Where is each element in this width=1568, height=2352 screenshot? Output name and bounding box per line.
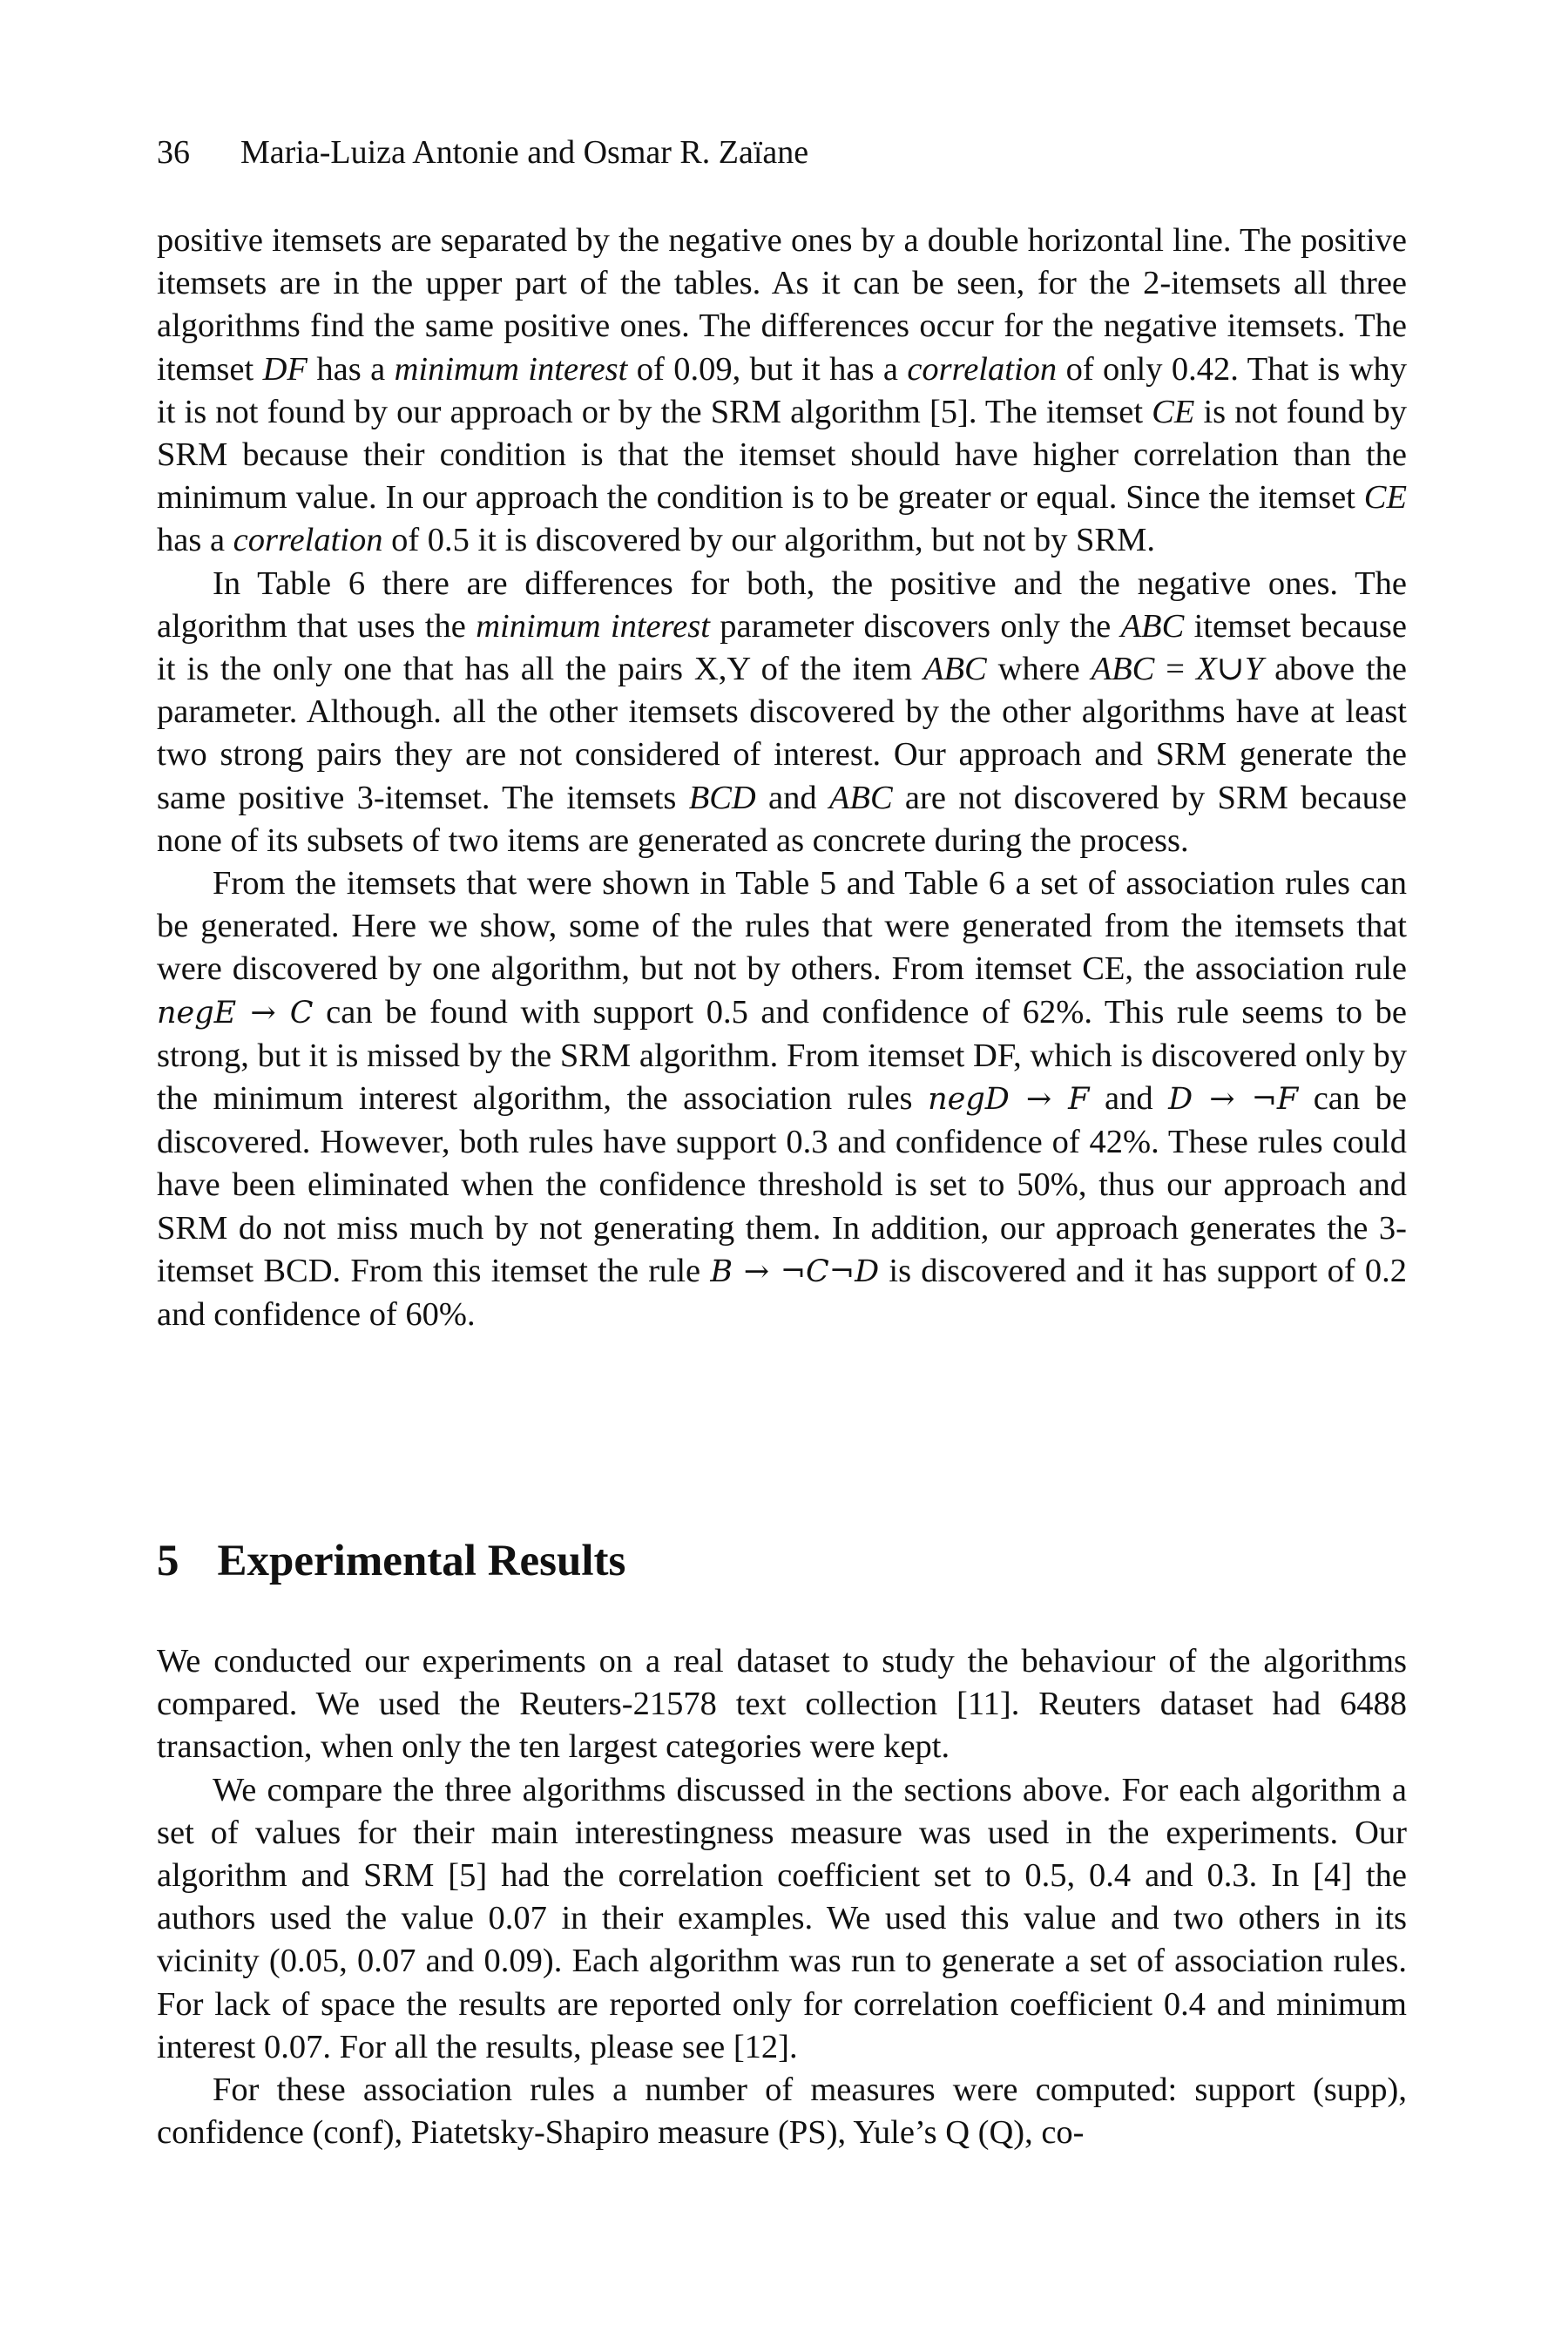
italic-text: correlation xyxy=(233,522,383,559)
body-text-top xyxy=(157,220,1407,1336)
italic-text: minimum interest xyxy=(476,607,710,645)
paragraph xyxy=(157,2069,1407,2154)
running-header-authors: Maria-Luiza Antonie and Osmar R. Zaïane xyxy=(240,134,809,171)
italic-text: Y xyxy=(1244,651,1264,688)
text-run: above the parameter. Although. all the other itemsets discovered by the other algorithms have at least two strong pairs they are not considered of interest. Our approach and SRM generate the same positive 3-itemset. The itemsets xyxy=(157,651,1407,816)
text-run: and xyxy=(1089,1080,1169,1118)
paragraph xyxy=(157,1640,1407,1769)
text-run: From the itemsets that were shown in Table 5 and Table 6 a set of association rules can be generated. Here we show, some of the rules that were generated from the itemsets that were discovered by one algorithm, but not by others. From itemset CE, the association rule xyxy=(157,865,1407,988)
text-run: can be found with support 0.5 and confidence of 62%. This rule seems to be strong, but it is missed by the SRM algorithm. From itemset DF, which is discovered only by the minimum interest algorithm, the association rules xyxy=(157,993,1407,1118)
italic-text: correlation xyxy=(907,350,1058,388)
text-run: is not found by SRM because their condition is that the itemset should have higher correlation than the minimum value. In our approach the condition is to be greater or equal. Since the itemset xyxy=(157,393,1407,517)
italic-text: CE xyxy=(1152,393,1195,430)
text-run: For these association rules a number of measures were computed: support (supp), confidence (conf), Piatetsky-Shapiro measure (PS), Yule’s Q (Q), co- xyxy=(157,2072,1407,2152)
italic-text: DF xyxy=(262,350,308,388)
italic-text: minimum interest xyxy=(394,350,628,388)
math-expression: negE → C xyxy=(157,995,314,1031)
section-number: 5 xyxy=(157,1537,179,1585)
text-run: of 0.09, but it has a xyxy=(627,350,908,388)
math-expression: D → ¬F xyxy=(1168,1082,1299,1118)
text-run: can be discovered. However, both rules have support 0.3 and confidence of 42%. These rules could have been eliminated when the confidence threshold is set to 50%, thus our approach and SRM do not miss much by not generating them. In addition, our approach generates the 3-itemset BCD. From this itemset the rule xyxy=(157,1080,1408,1289)
paragraph xyxy=(157,563,1407,862)
text-run: ∪ xyxy=(1216,651,1245,688)
paragraph xyxy=(157,1769,1407,2069)
text-run: where xyxy=(986,651,1092,688)
text-run: has a xyxy=(157,522,233,559)
italic-text: CE xyxy=(1363,479,1407,517)
text-run: We compare the three algorithms discussed in the sections above. For each algorithm a set of values for their main interestingness measure was used in the experiments. Our algorithm and SRM [5] had the correlation coefficient set to 0.5, 0.4 and 0.3. In [4] the authors used the value 0.07 in their examples. We used this value and two others in its vicinity (0.05, 0.07 and 0.09). Each algorithm was run to generate a set of association rules. For lack of space the results are reported only for correlation coefficient 0.4 and minimum interest 0.07. For all the results, please see [12]. xyxy=(157,1771,1407,2065)
text-run: of 0.5 it is discovered by our algorithm, but not by SRM. xyxy=(382,522,1155,559)
math-expression: B → ¬C¬D xyxy=(710,1254,880,1289)
text-run: itemset because it is the only one that has all the pairs X,Y of the item xyxy=(157,607,1408,688)
text-run: are not discovered by SRM because none of its subsets of two items are generated as concrete during the process. xyxy=(157,779,1408,859)
text-run: We conducted our experiments on a real dataset to study the behaviour of the algorithms compared. We used the Reuters-21578 text collection [11]. Reuters dataset had 6488 transaction, when only the ten largest categories were kept. xyxy=(157,1643,1407,1766)
italic-text: ABC xyxy=(1091,651,1155,688)
section-title: Experimental Results xyxy=(217,1537,626,1585)
math-expression: negD → F xyxy=(928,1082,1090,1118)
text-run: and xyxy=(755,779,829,816)
text-run: positive itemsets are separated by the negative ones by a double horizontal line. The positive itemsets are in the upper part of the tables. As it can be seen, for the 2-itemsets all three algorithms find the same positive ones. The differences occur for the negative itemsets. The itemset xyxy=(157,222,1407,388)
section-heading xyxy=(157,1531,625,1592)
italic-text: ABC xyxy=(1120,607,1185,645)
text-run: In Table 6 there are differences for both, the positive and the negative ones. The algorithm that uses the xyxy=(157,564,1407,645)
body-text-bottom xyxy=(157,1640,1407,2154)
text-run: is discovered and it has support of 0.2 and confidence of 60%. xyxy=(157,1252,1407,1334)
italic-text: ABC xyxy=(828,779,893,816)
running-header xyxy=(157,131,808,174)
text-run: = xyxy=(1154,651,1196,688)
text-run: parameter discovers only the xyxy=(709,607,1121,645)
italic-text: X xyxy=(1195,651,1217,688)
italic-text: BCD xyxy=(688,779,756,816)
paragraph xyxy=(157,220,1407,563)
text-run: has a xyxy=(307,350,395,388)
text-run: of only 0.42. That is why it is not found by our approach or by the SRM algorithm [5]. The itemset xyxy=(157,350,1407,430)
paragraph xyxy=(157,862,1407,1336)
page-number: 36 xyxy=(157,134,190,171)
italic-text: ABC xyxy=(923,651,987,688)
